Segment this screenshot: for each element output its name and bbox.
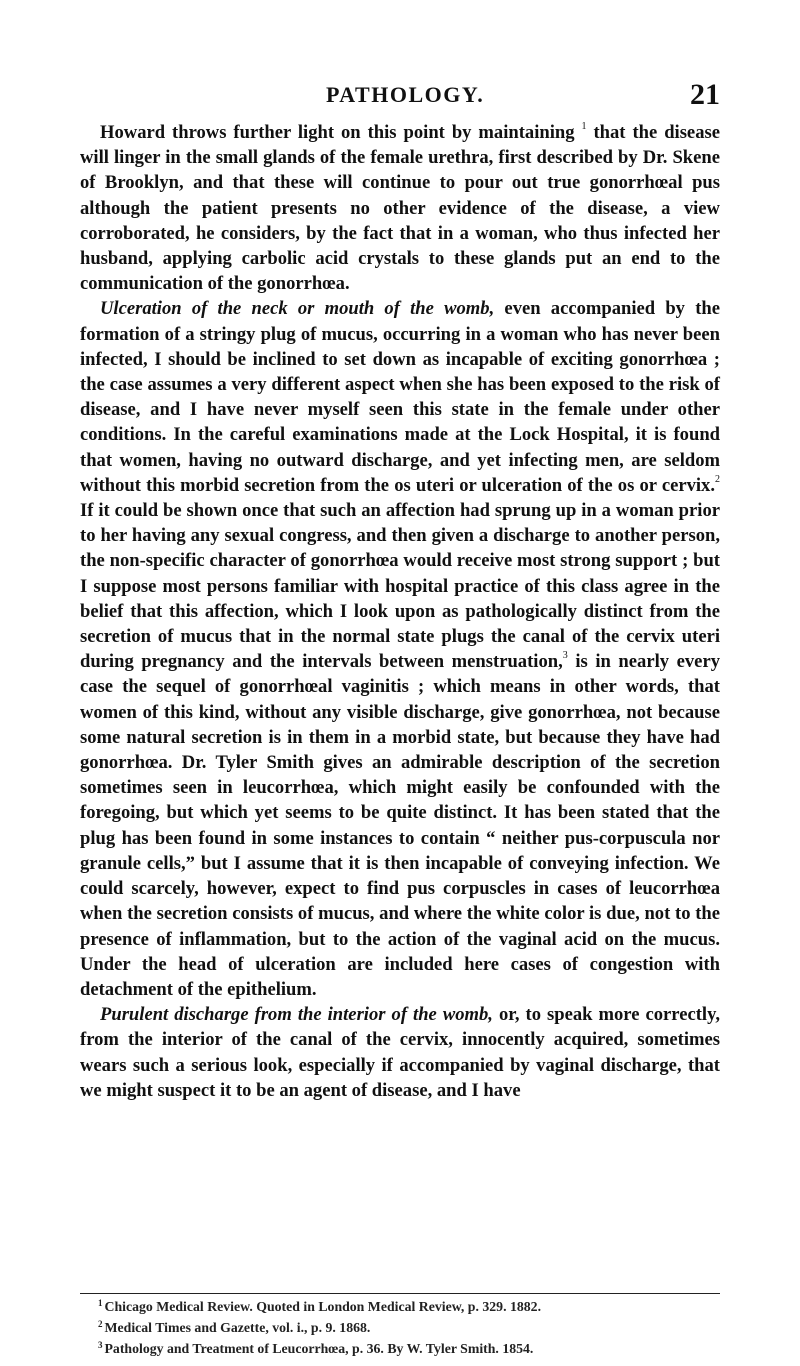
body-text xyxy=(80,120,720,1103)
footnote-number: 2 xyxy=(98,1319,103,1329)
footnote xyxy=(98,1297,720,1318)
page-number: 21 xyxy=(690,78,720,111)
paragraph xyxy=(80,120,720,296)
footnote-ref: 2 xyxy=(715,473,720,485)
text-run: that the disease will linger in the small glands of the female urethra, first described by Dr. Skene of Brooklyn, and that these will continue to pour out true gonorrhœal pus although the patient presents no other evidence of the disease, a view corroborated, he considers, by the fact that in a woman, who thus infected her husband, applying carbolic acid crystals to these glands put an end to the communication of the gonorrhœa. xyxy=(80,122,720,295)
footnotes xyxy=(80,1293,720,1360)
running-head: PATHOLOGY. xyxy=(326,82,485,107)
footnote-number: 3 xyxy=(98,1340,103,1350)
paragraph xyxy=(80,1002,720,1103)
text-run: or, to speak more correctly, from the interior of the canal of the cervix, innocently acquired, sometimes wears such a serious look, especially if accompanied by vaginal discharge, that we might suspect it to be an agent of disease, and I have xyxy=(80,1004,721,1101)
footnote-text: Medical Times and Gazette, vol. i., p. 9. 1868. xyxy=(104,1320,371,1335)
text-run: even accompanied by the formation of a stringy plug of mucus, occurring in a woman who has never been infected, I should be inclined to set down as incapable of exciting gonorrhœa ; the case assumes a very different aspect when she has been exposed to the risk of disease, and I have never myself seen this state in the female under other conditions. In the careful examinations made at the Lock Hospital, it is found that women, having no outward discharge, and yet infecting men, are seldom without this morbid secretion from the os uteri or ulceration of the os or cervix. xyxy=(80,298,720,496)
footnote xyxy=(98,1318,720,1339)
footnote-text: Pathology and Treatment of Leucorrhœa, p. 36. By W. Tyler Smith. 1854. xyxy=(104,1341,534,1356)
footnote-number: 1 xyxy=(98,1298,103,1308)
italic-heading: Ulceration of the neck or mouth of the womb, xyxy=(100,298,495,320)
page-header xyxy=(300,78,720,112)
italic-heading: Purulent discharge from the interior of the womb, xyxy=(100,1004,493,1026)
text-run: is in nearly every case the sequel of gonorrhœal vaginitis ; which means in other words, that women of this kind, without any visible discharge, give gonorrhœa, not because some natural secretion is in them in a morbid state, but because they have had gonorrhœa. Dr. Tyler Smith gives an admirable description of the secretion sometimes seen in leucorrhœa, which might easily be confounded with the foregoing, but which yet seems to be quite distinct. It has been stated that the plug has been found in some instances to contain “ neither pus-corpuscula nor granule cells,” but I assume that it is then incapable of conveying infection. We could scarcely, however, expect to find pus corpuscles in cases of leucorrhœa when the secretion consists of mucus, and where the white color is due, not to the presence of inflammation, but to the action of the vaginal acid on the mucus. Under the head of ulceration are included here cases of congestion with detachment of the epithelium. xyxy=(80,651,720,1000)
text-run: Howard throws further light on this point by maintaining xyxy=(100,122,582,143)
footnote-ref: 3 xyxy=(562,650,568,662)
footnote-list xyxy=(80,1297,720,1360)
footnote-rule xyxy=(80,1293,720,1294)
text-run: If it could be shown once that such an affection had sprung up in a woman prior to her having any sexual congress, and then given a discharge to another person, the non-specific character of gonorrhœa would receive most strong support ; but I suppose most persons familiar with hospital practice of this class agree in the belief that this affection, which I look upon as pathologically distinct from the secretion of mucus that in the normal state plugs the canal of the cervix uteri during pregnancy and the intervals between menstruation, xyxy=(80,500,720,673)
paragraph xyxy=(80,296,720,1002)
footnote-text: Chicago Medical Review. Quoted in London Medical Review, p. 329. 1882. xyxy=(104,1299,542,1314)
footnote-ref: 1 xyxy=(581,120,587,132)
footnote xyxy=(98,1339,720,1360)
